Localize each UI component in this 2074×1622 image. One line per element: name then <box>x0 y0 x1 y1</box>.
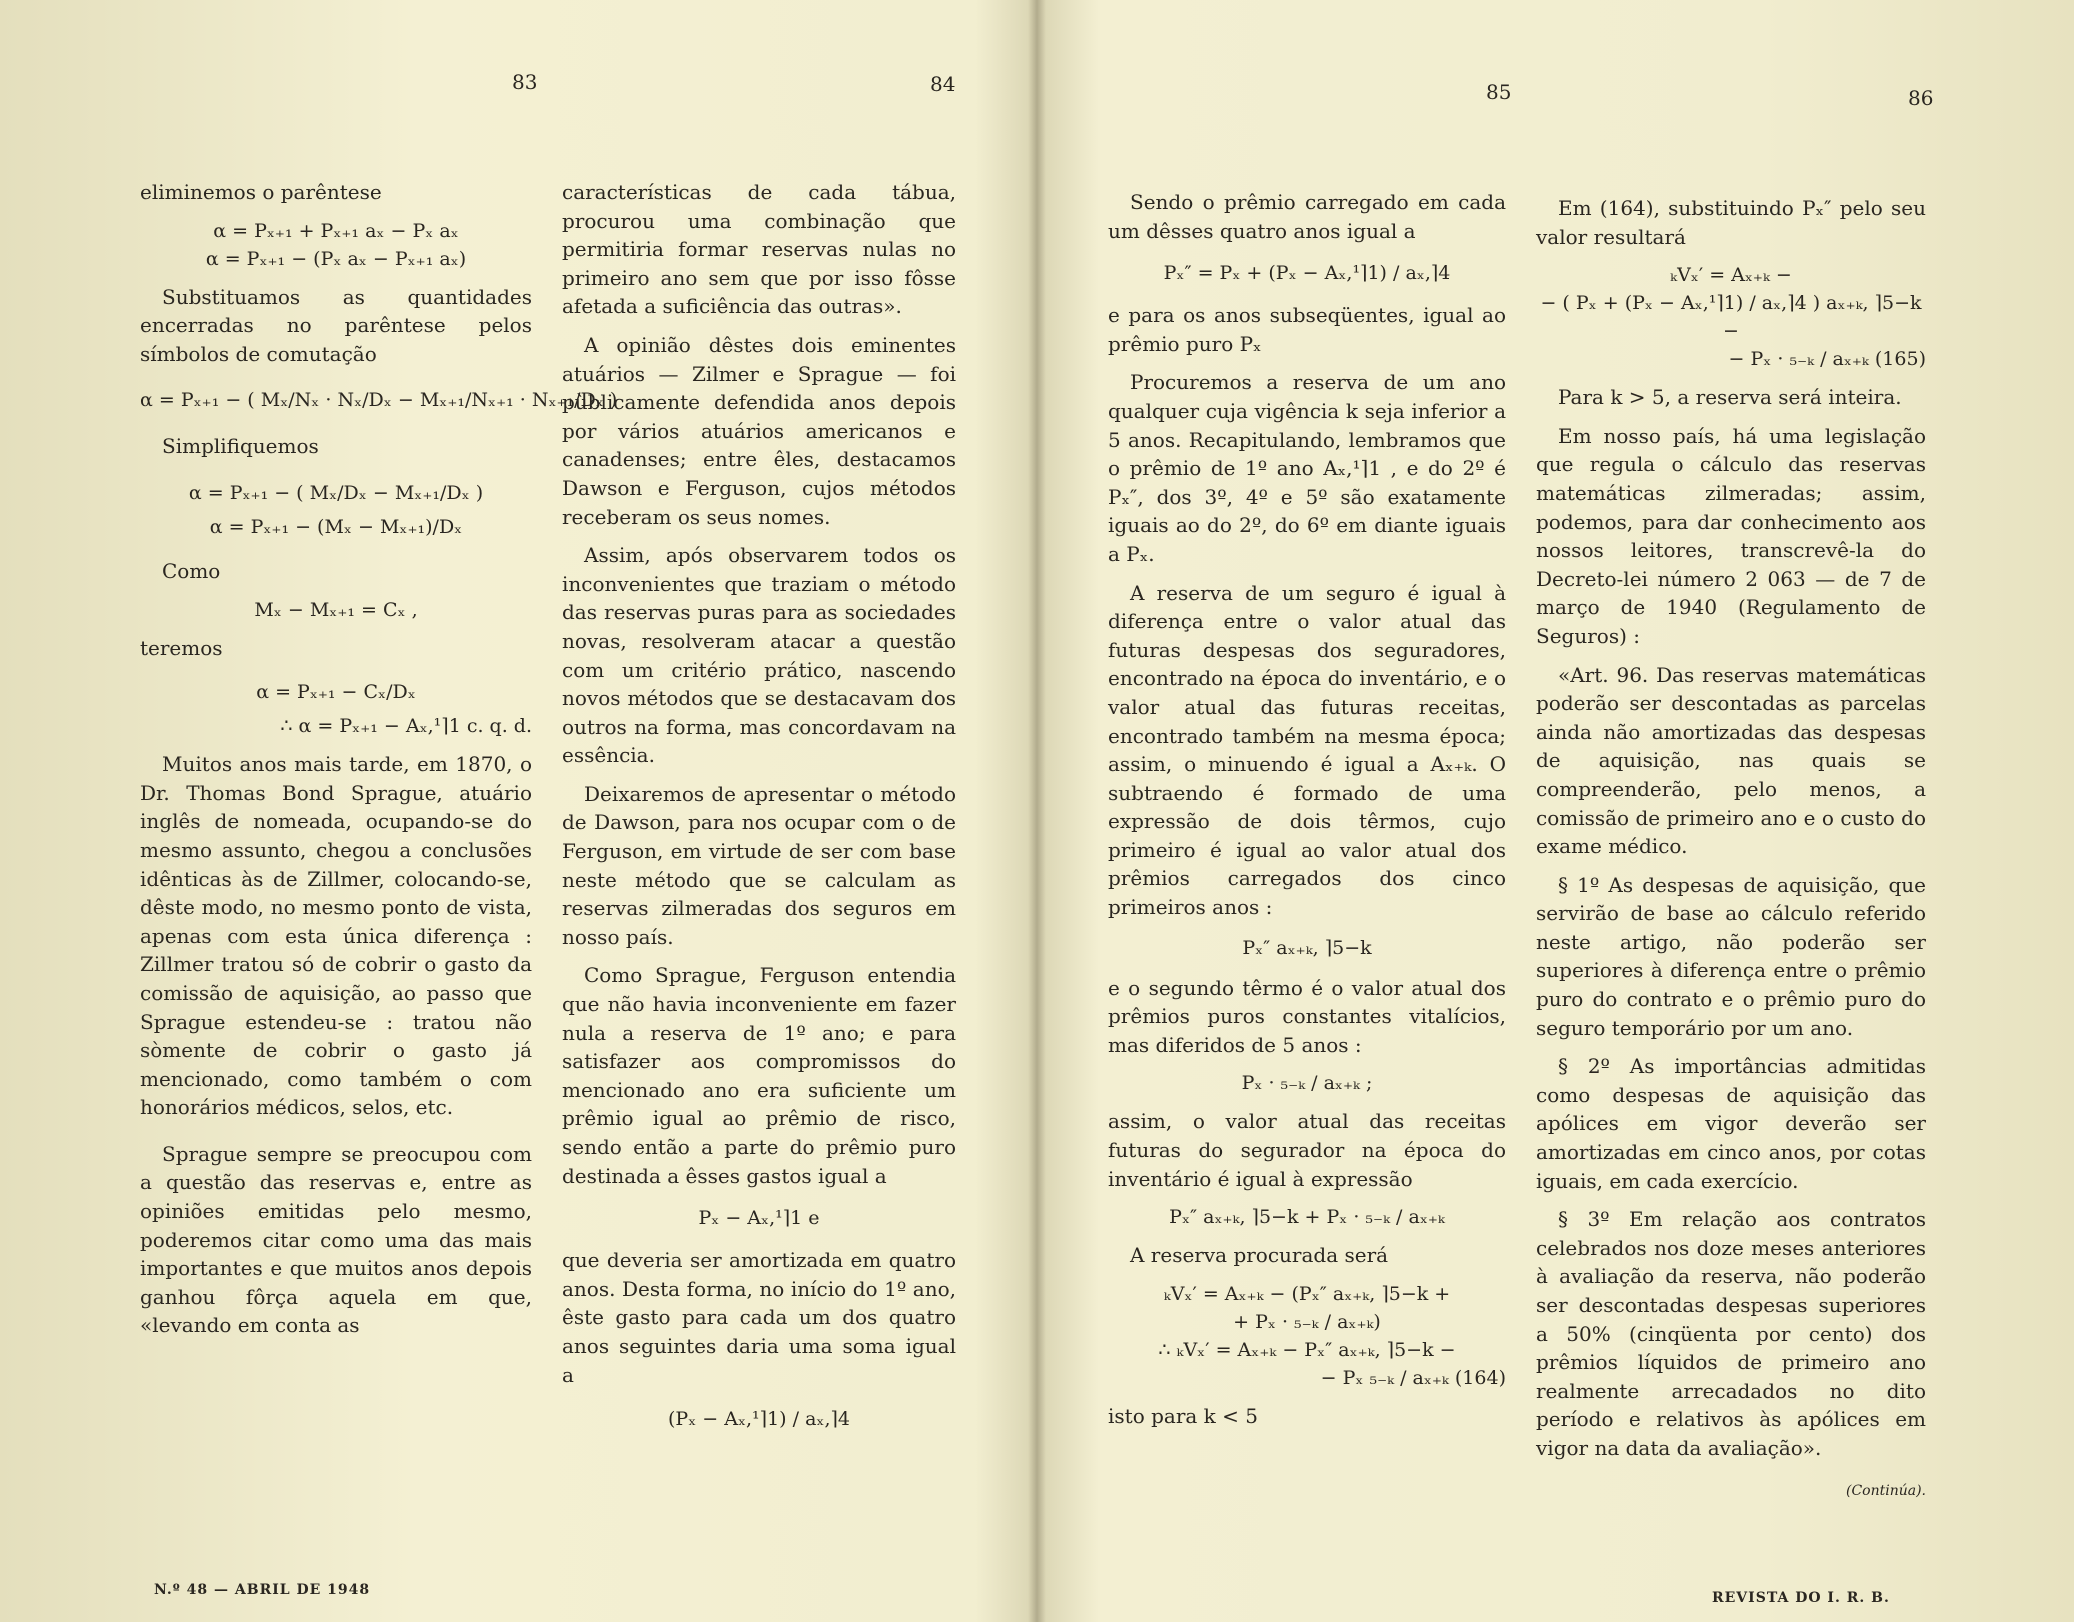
equation-line: − Pₓ ₅₋ₖ / aₓ₊ₖ (164) <box>1320 1366 1506 1389</box>
continued-note: (Continúa). <box>1845 1482 1926 1499</box>
equation: Pₓ − Aₓ,¹⌉1 e <box>698 1207 820 1230</box>
equation: Pₓ″ aₓ₊ₖ, ⌉5−k + Pₓ · ₅₋ₖ / aₓ₊ₖ <box>1169 1206 1445 1229</box>
column-3 <box>1108 188 1506 1440</box>
paragraph: teremos <box>140 635 223 660</box>
equation-line: ₖVₓ′ = Aₓ₊ₖ − <box>1670 264 1792 287</box>
equation: Pₓ″ = Pₓ + (Pₓ − Aₓ,¹⌉1) / aₓ,⌉4 <box>1163 262 1451 285</box>
paragraph: Sendo o prêmio carregado em cada um dêsses quatro anos igual a <box>1108 190 1506 243</box>
equation <box>1108 1280 1506 1392</box>
paragraph: § 1º As despesas de aquisição, que servirão de base ao cálculo referido neste artigo, não poderão ser superiores à diferença entre o prêmio puro do contrato e o prêmio puro do seguro temporário por um ano. <box>1536 872 1926 1040</box>
paragraph: Em nosso país, há uma legislação que regula o cálculo das reservas matemáticas zilmeradas; assim, podemos, para dar conhecimento aos nossos leitores, transcrevê-la do Decreto-lei número 2 063 — de 7 de março de 1940 (Regulamento de Seguros) : <box>1536 423 1926 648</box>
equation: α = Pₓ₊₁ − ( Mₓ/Nₓ · Nₓ/Dₓ − Mₓ₊₁/Nₓ₊₁ · Nₓ₊₁/Dₓ ) <box>140 389 618 412</box>
page-number-85: 85 <box>1486 80 1512 104</box>
equation-line: α = Pₓ₊₁ + Pₓ₊₁ aₓ − Pₓ aₓ <box>213 219 459 242</box>
paragraph: § 3º Em relação aos contratos celebrados nos doze meses anteriores à avaliação da reserva, não poderão ser descontadas despesas superiores a 50% (cinqüenta por cento) dos prêmios líquidos de primeiro ano realmente arrecadados no dito período e relativos às apólices em vigor na data da avaliação». <box>1536 1207 1926 1460</box>
paragraph: Como <box>162 558 221 583</box>
paragraph: Procuremos a reserva de um ano qualquer cuja vigência k seja inferior a 5 anos. Recapitulando, lembramos que o prêmio de 1º ano Aₓ,¹⌉1 , e do 2º é Pₓ″, dos 3º, 4º e 5º são exatamente iguais ao do 2º, do 6º em diante iguais a Pₓ. <box>1108 370 1506 566</box>
paragraph: Em (164), substituindo Pₓ″ pelo seu valor resultará <box>1536 196 1926 249</box>
equation: Pₓ″ aₓ₊ₖ, ⌉5−k <box>1242 936 1372 959</box>
paragraph: A reserva procurada será <box>1130 1243 1389 1268</box>
paragraph: características de cada tábua, procurou uma combinação que permitiria formar reservas nulas no primeiro ano sem que por isso fôsse afetada a suficiência das outras». <box>562 180 956 319</box>
equation: α = Pₓ₊₁ − (Mₓ − Mₓ₊₁)/Dₓ <box>209 515 463 538</box>
equation <box>140 217 532 273</box>
paragraph: «Art. 96. Das reservas matemáticas poderão ser descontadas as parcelas ainda não amortizadas das despesas de aquisição, nas quais se compreenderão, pelo menos, a comissão de primeiro ano e o custo do exame médico. <box>1536 662 1926 859</box>
equation <box>1536 261 1926 373</box>
paragraph: isto para k < 5 <box>1108 1403 1258 1428</box>
equation: (Pₓ − Aₓ,¹⌉1) / aₓ,⌉4 <box>668 1408 850 1431</box>
paragraph: Deixaremos de apresentar o método de Dawson, para nos ocupar com o de Ferguson, em virtude de ser com base neste método que se calculam as reservas zilmeradas dos seguros em nosso país. <box>562 781 956 949</box>
paragraph: § 2º As importâncias admitidas como despesas de aquisição das apólices em vigor deverão ser amortizadas em cinco anos, por cotas iguais, em cada exercício. <box>1536 1054 1926 1193</box>
paragraph: Assim, após observarem todos os inconvenientes que traziam o método das reservas puras para as sociedades novas, resolveram atacar a questão com um critério prático, nascendo novos métodos que se destacavam dos outros na forma, mas concordavam na essência. <box>562 543 956 768</box>
paragraph: e o segundo têrmo é o valor atual dos prêmios puros constantes vitalícios, mas diferidos de 5 anos : <box>1108 975 1506 1057</box>
page-number-84: 84 <box>930 72 956 96</box>
paragraph: Simplifiquemos <box>162 434 319 459</box>
equation: α = Pₓ₊₁ − ( Mₓ/Dₓ − Mₓ₊₁/Dₓ ) <box>188 481 484 504</box>
page-number-86: 86 <box>1908 86 1934 110</box>
equation-line: α = Pₓ₊₁ − (Pₓ aₓ − Pₓ₊₁ aₓ) <box>205 247 467 270</box>
equation: ∴ α = Pₓ₊₁ − Aₓ,¹⌉1 c. q. d. <box>280 715 532 738</box>
page-number-83: 83 <box>512 70 538 94</box>
footer-issue: N.º 48 — ABRIL DE 1948 <box>154 1582 371 1598</box>
equation-line: + Pₓ · ₅₋ₖ / aₓ₊ₖ) <box>1233 1310 1381 1333</box>
footer-journal: REVISTA DO I. R. B. <box>1712 1590 1890 1606</box>
column-2 <box>562 178 956 1433</box>
equation: α = Pₓ₊₁ − Cₓ/Dₓ <box>256 681 416 704</box>
paragraph: Sprague sempre se preocupou com a questão das reservas e, entre as opiniões emitidas pelo mesmo, poderemos citar como uma das mais importantes e que muitos anos depois ganhou fôrça aquela em que, «levando em conta as <box>140 1141 532 1338</box>
equation-line: − Pₓ · ₅₋ₖ / aₓ₊ₖ (165) <box>1728 348 1926 371</box>
column-1 <box>140 178 618 1350</box>
paragraph: que deveria ser amortizada em quatro anos. Desta forma, no início do 1º ano, êste gasto para cada um dos quatro anos seguintes daria uma soma igual a <box>562 1248 956 1387</box>
paragraph: Como Sprague, Ferguson entendia que não havia inconveniente em fazer nula a reserva de 1º ano; e para satisfazer aos compromissos do mencionado ano era suficiente um prêmio igual ao prêmio de risco, sendo então a parte do prêmio puro destinada a êsses gastos igual a <box>562 963 956 1188</box>
equation: Mₓ − Mₓ₊₁ = Cₓ , <box>254 598 418 621</box>
page-gutter <box>1028 0 1046 1622</box>
paragraph: eliminemos o parêntese <box>140 180 382 204</box>
column-4 <box>1536 194 1926 1505</box>
paragraph: Muitos anos mais tarde, em 1870, o Dr. Thomas Bond Sprague, atuário inglês de nomeada, ocupando-se do mesmo assunto, chegou a conclusões idênticas às de Zillmer, colocando-se, dêste modo, no mesmo ponto de vista, apenas com esta única diferença : Zillmer tratou só de cobrir o gasto da comissão de aquisição, ao passo que Sprague estendeu-se : tratou não sòmente de cobrir o gasto já mencionado, como também o com honorários médicos, selos, etc. <box>140 752 532 1120</box>
equation-line: − ( Pₓ + (Pₓ − Aₓ,¹⌉1) / aₓ,⌉4 ) aₓ₊ₖ, ⌉5−k − <box>1540 292 1922 343</box>
paragraph: assim, o valor atual das receitas futuras do segurador na época do inventário é igual à expressão <box>1108 1109 1506 1191</box>
equation-line: ₖVₓ′ = Aₓ₊ₖ − (Pₓ″ aₓ₊ₖ, ⌉5−k + <box>1163 1282 1451 1305</box>
paragraph: A reserva de um seguro é igual à diferença entre o valor atual das futuras despesas dos seguradores, encontrado na época do inventário, e o valor atual das futuras receitas, encontrado também na mesma época; assim, o minuendo é igual a Aₓ₊ₖ. O subtraendo é formado de uma expressão de dois têrmos, cujo primeiro é igual ao valor atual dos prêmios carregados dos cinco primeiros anos : <box>1108 580 1506 920</box>
paragraph: Substituamos as quantidades encerradas no parêntese pelos símbolos de comutação <box>140 284 532 366</box>
paragraph: e para os anos subseqüentes, igual ao prêmio puro Pₓ <box>1108 303 1506 356</box>
paragraph: A opinião dêstes dois eminentes atuários — Zilmer e Sprague — foi pùblicamente defendida anos depois por vários atuários americanos e canadenses; entre êles, destacamos Dawson e Ferguson, cujos métodos receberam os seus nomes. <box>562 332 956 529</box>
equation-line: ∴ ₖVₓ′ = Aₓ₊ₖ − Pₓ″ aₓ₊ₖ, ⌉5−k − <box>1158 1338 1456 1361</box>
equation: Pₓ · ₅₋ₖ / aₓ₊ₖ ; <box>1241 1072 1373 1095</box>
paragraph: Para k > 5, a reserva será inteira. <box>1558 385 1902 410</box>
